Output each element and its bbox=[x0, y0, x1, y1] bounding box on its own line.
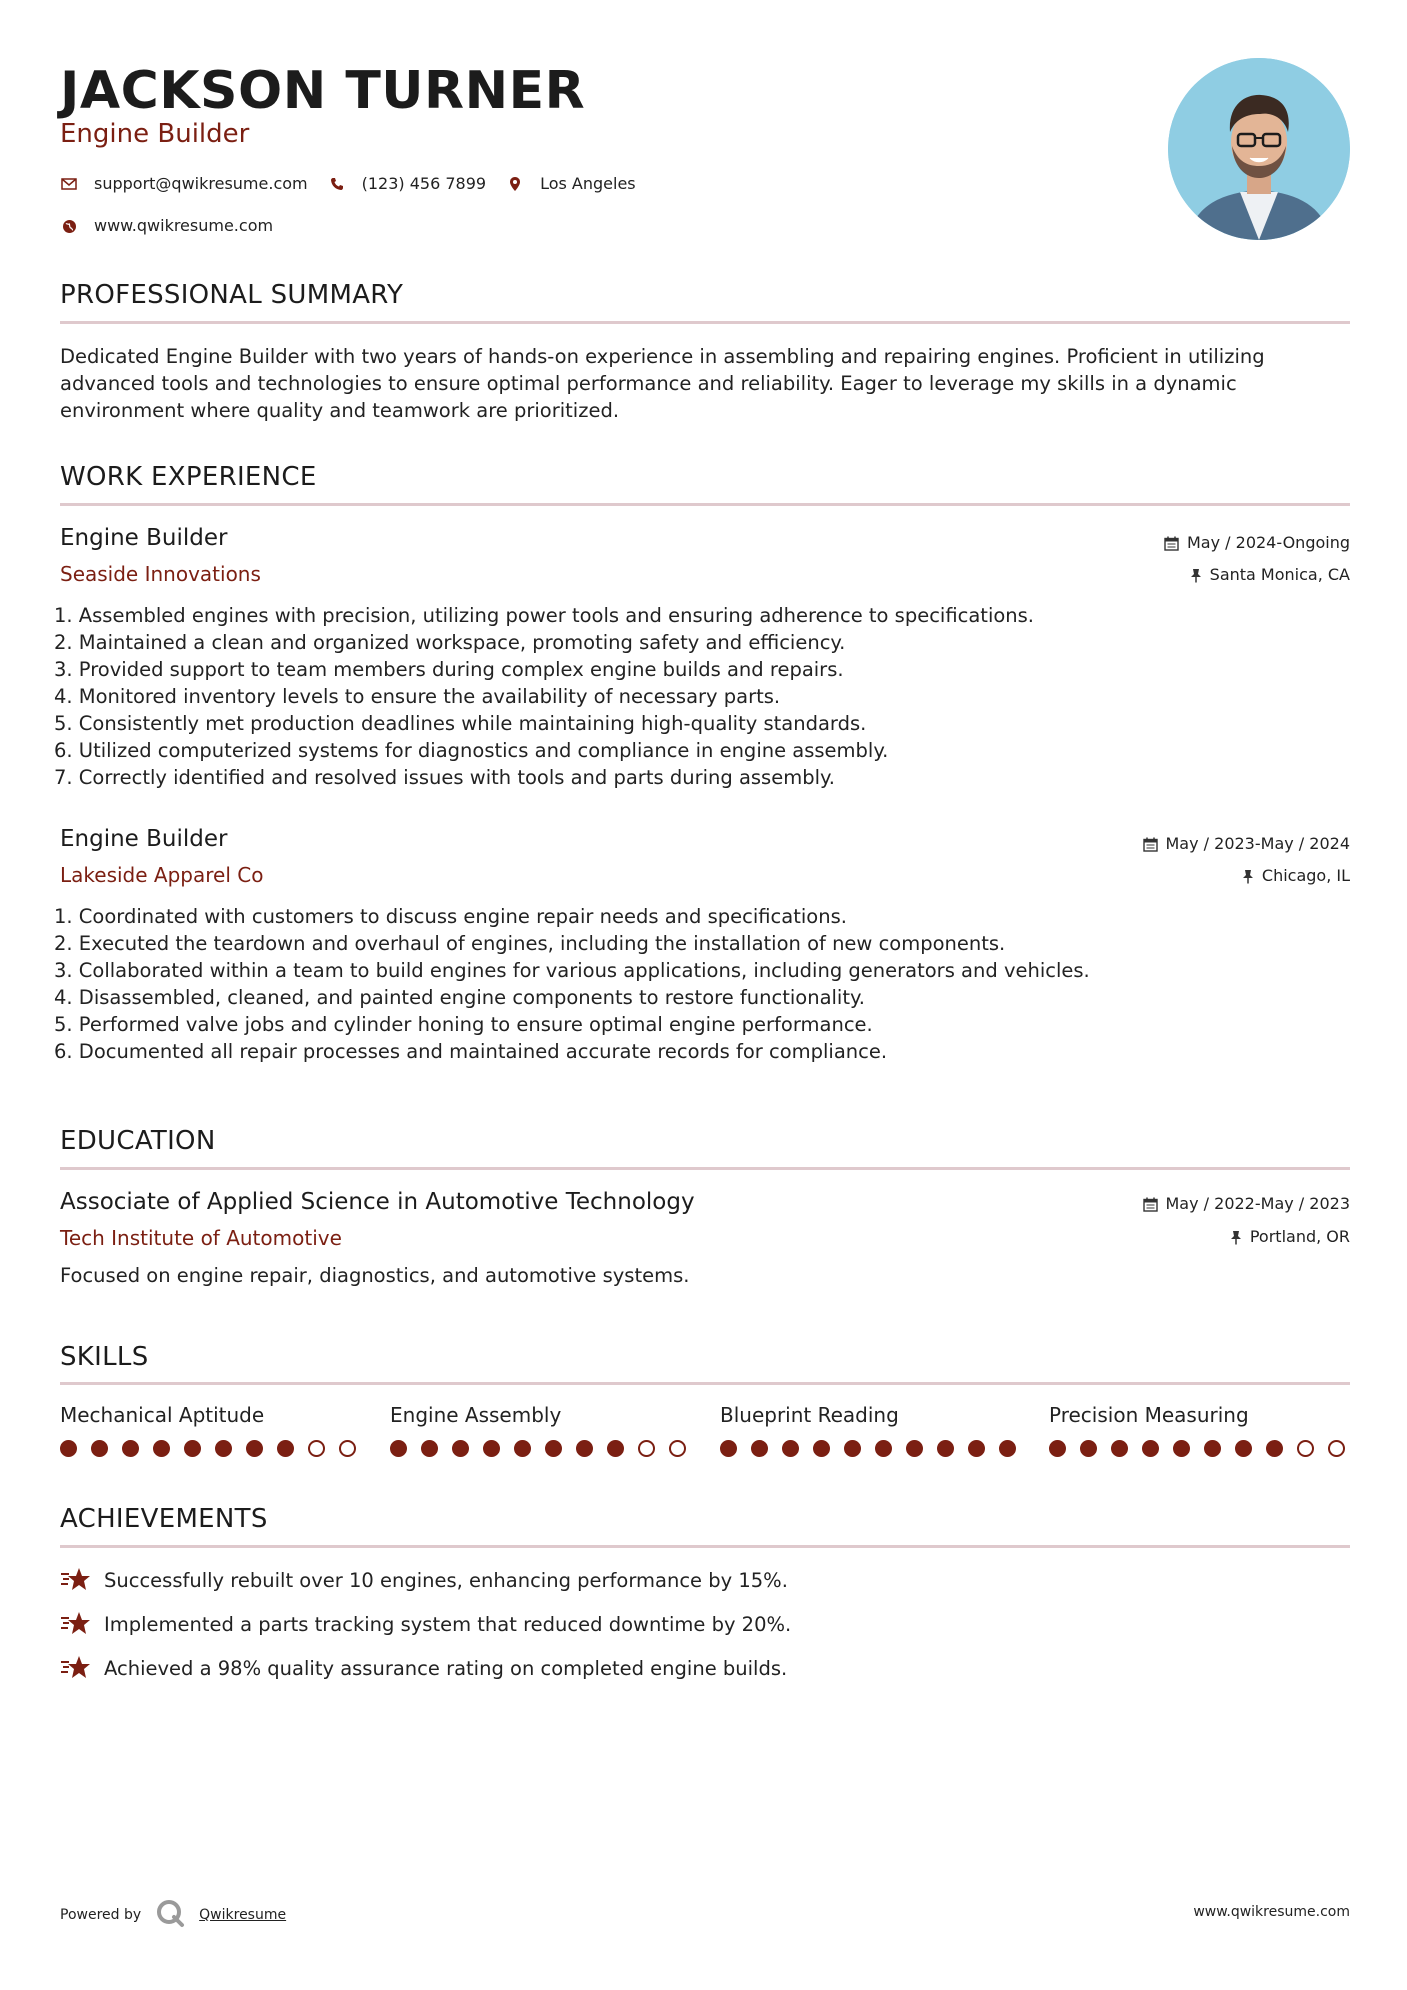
rating-dot-filled bbox=[875, 1440, 892, 1457]
company-name: Seaside Innovations bbox=[60, 562, 261, 586]
skill-rating bbox=[720, 1440, 1016, 1457]
qwikresume-logo-icon bbox=[155, 1898, 185, 1932]
skill-rating bbox=[1049, 1440, 1345, 1457]
rating-dot-filled bbox=[153, 1440, 170, 1457]
achievement-text: Achieved a 98% quality assurance rating on completed engine builds. bbox=[104, 1656, 788, 1680]
rating-dot-filled bbox=[751, 1440, 768, 1457]
company-name: Lakeside Apparel Co bbox=[60, 863, 264, 887]
education-dates-text: May / 2022-May / 2023 bbox=[1165, 1194, 1350, 1213]
rating-dot-filled bbox=[576, 1440, 593, 1457]
job-dates bbox=[1164, 532, 1350, 554]
rating-dot-empty bbox=[1328, 1440, 1345, 1457]
summary-text: Dedicated Engine Builder with two years of hands-on experience in assembling and repairing engines. Proficient in utilizing advanced tools and technologies to ensure optimal performance and reliability. Eager to leverage my skills in a dynamic environment where quality and teamwork are prioritized. bbox=[60, 345, 1265, 422]
education-location-text: Portland, OR bbox=[1249, 1227, 1350, 1246]
job-dates-text: May / 2024-Ongoing bbox=[1187, 533, 1350, 552]
phone-number: (123) 456 7899 bbox=[361, 174, 487, 193]
list-item: 3. Provided support to team members during complex engine builds and repairs. bbox=[54, 658, 844, 681]
list-item: 4. Monitored inventory levels to ensure the availability of necessary parts. bbox=[54, 685, 781, 708]
email-link[interactable]: support@qwikresume.com bbox=[94, 174, 308, 193]
rating-dot-filled bbox=[999, 1440, 1016, 1457]
qwikresume-link[interactable]: Qwikresume bbox=[199, 1907, 287, 1923]
envelope-icon bbox=[60, 175, 78, 193]
phone-icon bbox=[328, 175, 346, 193]
star-award-icon bbox=[60, 1566, 92, 1594]
job-location-text: Santa Monica, CA bbox=[1209, 565, 1350, 584]
calendar-icon bbox=[1164, 536, 1179, 551]
list-item: 2. Executed the teardown and overhaul of engines, including the installation of new components. bbox=[54, 932, 1006, 955]
star-award-icon bbox=[60, 1654, 92, 1682]
education-description: Focused on engine repair, diagnostics, and automotive systems. bbox=[60, 1264, 690, 1287]
contact-row bbox=[60, 173, 656, 195]
rating-dot-empty bbox=[1297, 1440, 1314, 1457]
job-location bbox=[1242, 865, 1350, 887]
rating-dot-filled bbox=[514, 1440, 531, 1457]
job-title: Engine Builder bbox=[60, 826, 228, 852]
rating-dot-filled bbox=[122, 1440, 139, 1457]
rating-dot-filled bbox=[1235, 1440, 1252, 1457]
pushpin-icon bbox=[1242, 869, 1254, 884]
rating-dot-empty bbox=[669, 1440, 686, 1457]
skill-name: Precision Measuring bbox=[1049, 1403, 1249, 1427]
skill-name: Mechanical Aptitude bbox=[60, 1403, 265, 1427]
section-divider bbox=[60, 321, 1350, 324]
list-item: 3. Collaborated within a team to build engines for various applications, including generators and vehicles. bbox=[54, 959, 1090, 982]
list-item: 6. Documented all repair processes and maintained accurate records for compliance. bbox=[54, 1040, 888, 1063]
rating-dot-filled bbox=[184, 1440, 201, 1457]
experience-heading: WORK EXPERIENCE bbox=[60, 462, 317, 492]
job-dates-text: May / 2023-May / 2024 bbox=[1165, 834, 1350, 853]
rating-dot-filled bbox=[720, 1440, 737, 1457]
job-bullets bbox=[54, 903, 1344, 1065]
job-bullets bbox=[54, 602, 1344, 791]
footer-powered-by bbox=[60, 1898, 286, 1932]
job-title: Engine Builder bbox=[60, 525, 228, 551]
rating-dot-filled bbox=[421, 1440, 438, 1457]
calendar-icon bbox=[1143, 837, 1158, 852]
school-name: Tech Institute of Automotive bbox=[60, 1226, 342, 1250]
list-item: 2. Maintained a clean and organized workspace, promoting safety and efficiency. bbox=[54, 631, 846, 654]
star-award-icon bbox=[60, 1610, 92, 1638]
rating-dot-filled bbox=[1049, 1440, 1066, 1457]
list-item: 5. Consistently met production deadlines while maintaining high-quality standards. bbox=[54, 712, 867, 735]
rating-dot-filled bbox=[937, 1440, 954, 1457]
skills-heading: SKILLS bbox=[60, 1342, 149, 1372]
pushpin-icon bbox=[1190, 568, 1202, 583]
list-item: 5. Performed valve jobs and cylinder honing to ensure optimal engine performance. bbox=[54, 1013, 873, 1036]
pushpin-icon bbox=[1230, 1230, 1242, 1245]
achievement-text: Successfully rebuilt over 10 engines, enhancing performance by 15%. bbox=[104, 1568, 788, 1592]
job-dates bbox=[1143, 833, 1351, 855]
rating-dot-filled bbox=[607, 1440, 624, 1457]
rating-dot-filled bbox=[1173, 1440, 1190, 1457]
degree-title: Associate of Applied Science in Automotive Technology bbox=[60, 1189, 695, 1215]
rating-dot-filled bbox=[60, 1440, 77, 1457]
achievement-text: Implemented a parts tracking system that reduced downtime by 20%. bbox=[104, 1612, 792, 1636]
rating-dot-filled bbox=[1142, 1440, 1159, 1457]
rating-dot-filled bbox=[1111, 1440, 1128, 1457]
rating-dot-filled bbox=[782, 1440, 799, 1457]
job-location bbox=[1190, 564, 1350, 586]
section-divider bbox=[60, 1545, 1350, 1548]
website-link[interactable]: www.qwikresume.com bbox=[94, 216, 274, 235]
rating-dot-filled bbox=[968, 1440, 985, 1457]
list-item: 4. Disassembled, cleaned, and painted engine components to restore functionality. bbox=[54, 986, 865, 1009]
rating-dot-empty bbox=[339, 1440, 356, 1457]
footer-website-link[interactable]: www.qwikresume.com bbox=[1193, 1904, 1350, 1920]
map-pin-icon bbox=[506, 175, 524, 193]
education-heading: EDUCATION bbox=[60, 1126, 216, 1156]
section-divider bbox=[60, 1167, 1350, 1170]
achievement-item bbox=[60, 1654, 787, 1682]
contact-row-website bbox=[60, 215, 293, 237]
skill-rating bbox=[390, 1440, 686, 1457]
skill-name: Blueprint Reading bbox=[720, 1403, 899, 1427]
rating-dot-filled bbox=[91, 1440, 108, 1457]
candidate-name: JACKSON TURNER bbox=[60, 61, 586, 121]
rating-dot-filled bbox=[390, 1440, 407, 1457]
rating-dot-filled bbox=[277, 1440, 294, 1457]
powered-by-label: Powered by bbox=[60, 1907, 142, 1923]
rating-dot-empty bbox=[308, 1440, 325, 1457]
rating-dot-filled bbox=[246, 1440, 263, 1457]
rating-dot-filled bbox=[1080, 1440, 1097, 1457]
candidate-role: Engine Builder bbox=[60, 119, 250, 149]
rating-dot-filled bbox=[844, 1440, 861, 1457]
calendar-icon bbox=[1143, 1197, 1158, 1212]
profile-photo bbox=[1168, 58, 1350, 240]
list-item: 1. Assembled engines with precision, utilizing power tools and ensuring adherence to specifications. bbox=[54, 604, 1035, 627]
globe-icon bbox=[60, 217, 78, 235]
list-item: 7. Correctly identified and resolved issues with tools and parts during assembly. bbox=[54, 766, 835, 789]
rating-dot-filled bbox=[906, 1440, 923, 1457]
rating-dot-filled bbox=[483, 1440, 500, 1457]
rating-dot-filled bbox=[452, 1440, 469, 1457]
section-divider bbox=[60, 503, 1350, 506]
job-location-text: Chicago, IL bbox=[1261, 866, 1350, 885]
summary-heading: PROFESSIONAL SUMMARY bbox=[60, 280, 404, 310]
rating-dot-empty bbox=[638, 1440, 655, 1457]
rating-dot-filled bbox=[813, 1440, 830, 1457]
rating-dot-filled bbox=[1204, 1440, 1221, 1457]
rating-dot-filled bbox=[1266, 1440, 1283, 1457]
education-location bbox=[1230, 1226, 1350, 1248]
section-divider bbox=[60, 1382, 1350, 1385]
rating-dot-filled bbox=[215, 1440, 232, 1457]
achievement-item bbox=[60, 1566, 788, 1594]
rating-dot-filled bbox=[545, 1440, 562, 1457]
skill-name: Engine Assembly bbox=[390, 1403, 562, 1427]
list-item: 6. Utilized computerized systems for diagnostics and compliance in engine assembly. bbox=[54, 739, 889, 762]
achievement-item bbox=[60, 1610, 791, 1638]
skill-rating bbox=[60, 1440, 356, 1457]
achievements-heading: ACHIEVEMENTS bbox=[60, 1504, 268, 1534]
list-item: 1. Coordinated with customers to discuss engine repair needs and specifications. bbox=[54, 905, 847, 928]
location-text: Los Angeles bbox=[540, 174, 636, 193]
education-dates bbox=[1143, 1193, 1351, 1215]
